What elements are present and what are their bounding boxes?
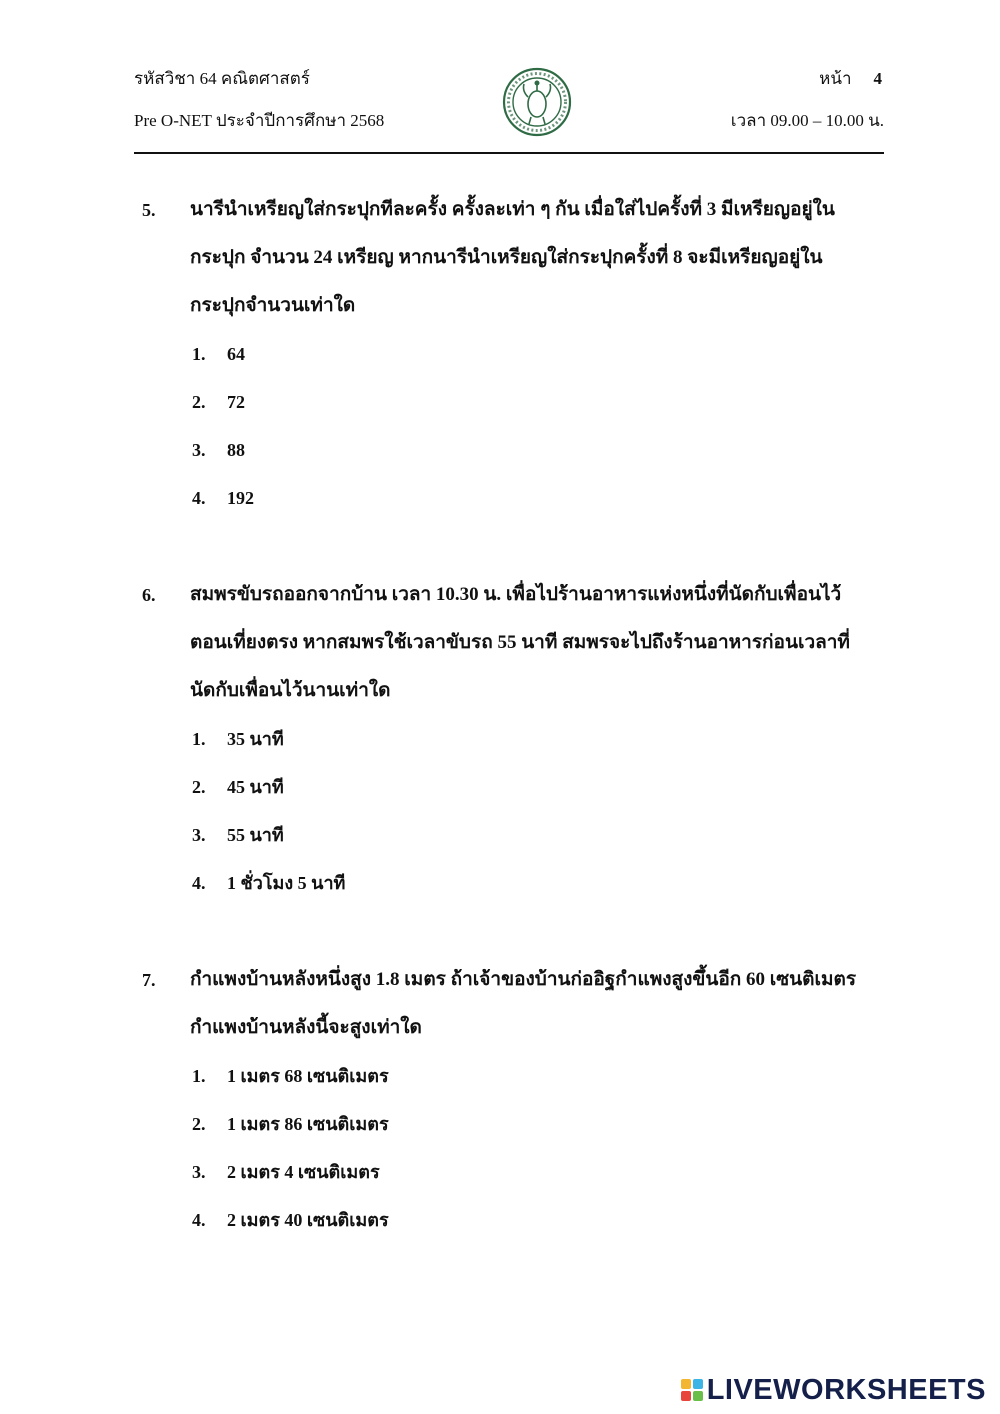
answer-option[interactable] [192,1100,389,1148]
question-line: กำแพงบ้านหลังนี้จะสูงเท่าใด [190,1017,422,1038]
exam-title: Pre O-NET ประจำปีการศึกษา 2568 [134,111,385,130]
question-number: 6. [142,585,156,605]
question-line: ตอนเที่ยงตรง หากสมพรใช้เวลาขับรถ 55 นาที สมพรจะไปถึงร้านอาหารก่อนเวลาที่ [190,632,850,653]
answer-option[interactable] [192,1052,389,1100]
option-text: 1 เมตร 86 เซนติเมตร [227,1114,389,1134]
question-line: กระปุก จำนวน 24 เหรียญ หากนารีนำเหรียญใส่กระปุกครั้งที่ 8 จะมีเหรียญอยู่ใน [190,247,823,268]
page-indicator [819,68,882,90]
option-number: 3. [192,825,206,845]
option-number: 2. [192,777,206,797]
question-number: 5. [142,200,156,220]
option-text: 88 [227,440,245,460]
answer-option[interactable] [192,859,345,907]
question-line: กระปุกจำนวนเท่าใด [190,295,356,316]
question-text [190,571,880,715]
option-text: 2 เมตร 40 เซนติเมตร [227,1210,389,1230]
question-number: 7. [142,970,156,990]
answer-option[interactable] [192,378,254,426]
answer-option[interactable] [192,330,254,378]
watermark-text: LIVEWORKSHEETS [706,1373,986,1406]
option-number: 3. [192,1162,206,1182]
page-label: หน้า [819,69,852,88]
answer-option[interactable] [192,1148,389,1196]
question-line: นารีนำเหรียญใส่กระปุกทีละครั้ง ครั้งละเท่า ๆ กัน เมื่อใส่ไปครั้งที่ 3 มีเหรียญอยู่ใน [190,199,835,220]
option-number: 1. [192,1066,206,1086]
option-text: 45 นาที [227,777,284,797]
liveworksheets-watermark [681,1372,986,1408]
answer-option[interactable] [192,474,254,522]
header-divider [134,152,884,154]
answer-options [192,330,254,522]
option-number: 4. [192,488,206,508]
question-line: กำแพงบ้านหลังหนึ่งสูง 1.8 เมตร ถ้าเจ้าของบ้านก่ออิฐกำแพงสูงขึ้นอีก 60 เซนติเมตร [190,969,857,990]
option-text: 192 [227,488,254,508]
logo-tile [693,1379,703,1389]
logo-tile [693,1391,703,1401]
option-text: 1 เมตร 68 เซนติเมตร [227,1066,389,1086]
option-text: 55 นาที [227,825,284,845]
option-number: 2. [192,392,206,412]
university-seal-icon [502,67,572,137]
answer-options [192,715,345,907]
question-text [190,956,880,1052]
option-number: 1. [192,729,206,749]
answer-options [192,1052,389,1244]
option-number: 1. [192,344,206,364]
option-text: 64 [227,344,245,364]
exam-time: เวลา 09.00 – 10.00 น. [730,111,884,130]
answer-option[interactable] [192,1196,389,1244]
answer-option[interactable] [192,811,345,859]
logo-tile [681,1391,691,1401]
liveworksheets-logo-icon [681,1379,703,1401]
subject-code: รหัสวิชา 64 คณิตศาสตร์ [134,69,310,88]
option-text: 35 นาที [227,729,284,749]
question-line: สมพรขับรถออกจากบ้าน เวลา 10.30 น. เพื่อไปร้านอาหารแห่งหนึ่งที่นัดกับเพื่อนไว้ [190,584,842,605]
option-text: 1 ชั่วโมง 5 นาที [227,873,346,893]
answer-option[interactable] [192,715,345,763]
option-number: 4. [192,873,206,893]
question-line: นัดกับเพื่อนไว้นานเท่าใด [190,680,391,701]
answer-option[interactable] [192,426,254,474]
question-text [190,186,880,330]
option-number: 3. [192,440,206,460]
option-number: 4. [192,1210,206,1230]
logo-tile [681,1379,691,1389]
option-text: 2 เมตร 4 เซนติเมตร [227,1162,380,1182]
option-text: 72 [227,392,245,412]
answer-option[interactable] [192,763,345,811]
option-number: 2. [192,1114,206,1134]
page-number: 4 [873,69,882,88]
